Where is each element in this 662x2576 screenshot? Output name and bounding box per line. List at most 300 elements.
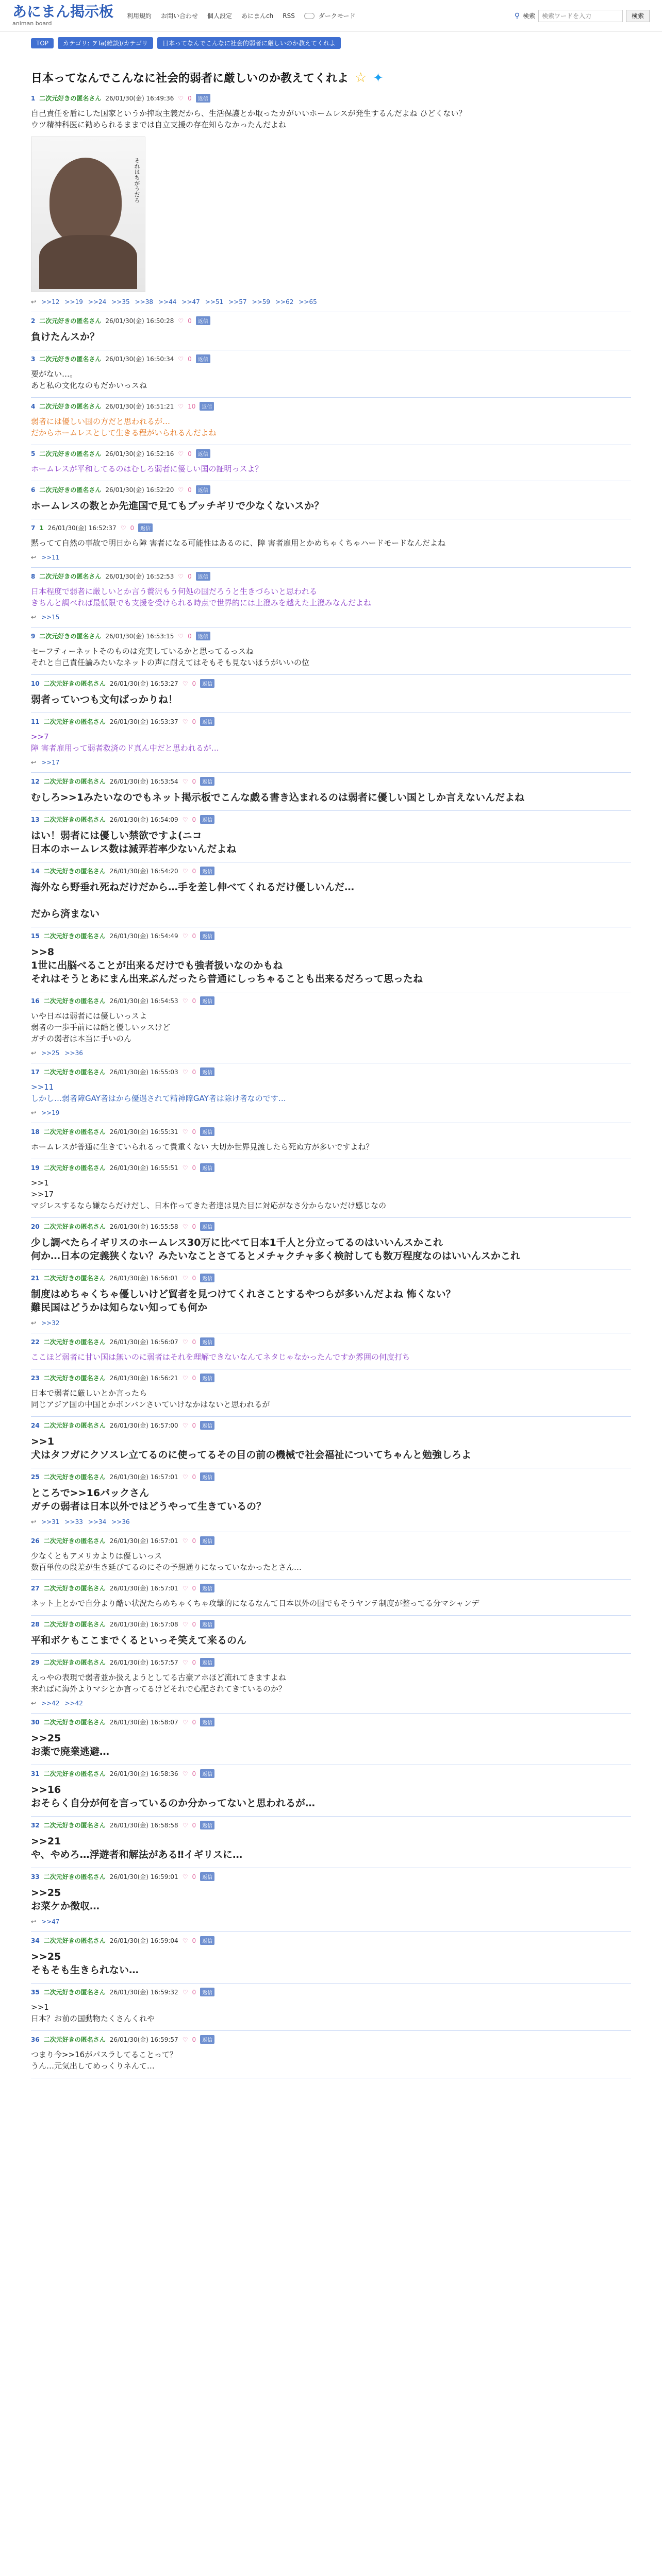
heart-icon[interactable]: ♡ — [182, 680, 188, 687]
post-date: 26/01/30(金) 16:55:58 — [109, 1223, 178, 1230]
post-meta — [31, 1067, 631, 1076]
reply-button[interactable]: 返信 — [196, 572, 210, 581]
post-number[interactable]: 33 — [31, 1873, 40, 1880]
nav-animanch[interactable]: あにまんch — [241, 12, 274, 20]
poster-name: 二次元好きの匿名さん — [43, 718, 106, 725]
post — [31, 992, 631, 1063]
reply-link[interactable]: >>12 — [41, 298, 60, 306]
heart-icon[interactable]: ♡ — [182, 1821, 188, 1829]
reply-link[interactable]: >>33 — [64, 1518, 83, 1526]
post-date: 26/01/30(金) 16:58:58 — [109, 1822, 178, 1829]
post — [31, 713, 631, 773]
post — [31, 312, 631, 350]
heart-icon[interactable]: ♡ — [182, 1164, 188, 1172]
reply-link[interactable]: >>17 — [41, 759, 60, 766]
post-meta — [31, 2035, 631, 2044]
post-date: 26/01/30(金) 16:55:03 — [109, 1069, 178, 1076]
nav-settings[interactable]: 個人設定 — [207, 12, 233, 20]
post-date: 26/01/30(金) 16:54:49 — [109, 933, 178, 940]
reply-button[interactable]: 返信 — [138, 523, 153, 532]
heart-icon[interactable]: ♡ — [182, 718, 188, 725]
reply-button[interactable]: 返信 — [200, 1337, 214, 1346]
poster-name: 二次元好きの匿名さん — [39, 355, 102, 363]
post-date: 26/01/30(金) 16:56:01 — [109, 1275, 178, 1282]
post-date: 26/01/30(金) 16:55:51 — [109, 1164, 178, 1172]
poster-name: 二次元好きの匿名さん — [43, 933, 106, 940]
reply-link[interactable]: >>31 — [41, 1518, 60, 1526]
heart-icon[interactable]: ♡ — [182, 777, 188, 785]
reply-links — [31, 1918, 631, 1925]
poster-name: 二次元好きの匿名さん — [43, 680, 106, 687]
poster-name: 二次元好きの匿名さん — [43, 1537, 106, 1545]
reply-button[interactable]: 返信 — [196, 316, 210, 325]
reply-button[interactable]: 返信 — [200, 1536, 214, 1545]
post-number[interactable]: 32 — [31, 1821, 40, 1829]
heart-icon[interactable]: ♡ — [178, 402, 184, 410]
reply-links — [31, 759, 631, 766]
reply-link[interactable]: >>57 — [228, 298, 247, 306]
post-body: ホームレスが普通に生きていられるって貴重くない 大切か世界見渡したら死ぬ方が多いですよね？ — [31, 1142, 374, 1151]
post — [31, 1333, 631, 1369]
post-body: >>21 や、やめろ…浮遊者和解法がある‼イギリスに… — [31, 1836, 243, 1860]
post-number[interactable]: 2 — [31, 317, 36, 325]
poster-name: 二次元好きの匿名さん — [43, 1621, 106, 1628]
post-number[interactable]: 30 — [31, 1718, 40, 1726]
reply-button[interactable]: 返信 — [196, 449, 210, 458]
post-meta — [31, 931, 631, 940]
poster-name: 二次元好きの匿名さん — [43, 1375, 106, 1382]
poster-name: 二次元好きの匿名さん — [43, 868, 106, 875]
post-body: >>1 日本？お前の国動物たくさんくれや — [31, 2003, 155, 2023]
reply-arrow-icon: ↩ — [31, 614, 37, 621]
post-date: 26/01/30(金) 16:53:54 — [109, 778, 178, 785]
like-count: 0 — [188, 450, 192, 457]
heart-icon[interactable]: ♡ — [182, 1873, 188, 1880]
heart-icon[interactable]: ♡ — [182, 1274, 188, 1282]
poster-name: 二次元好きの匿名さん — [43, 1822, 106, 1829]
post-meta — [31, 1127, 631, 1136]
heart-icon[interactable]: ♡ — [182, 1658, 188, 1666]
heart-icon[interactable]: ♡ — [182, 1718, 188, 1726]
reply-link[interactable]: >>51 — [205, 298, 224, 306]
post-number[interactable]: 16 — [31, 997, 40, 1005]
heart-icon[interactable]: ♡ — [182, 1770, 188, 1777]
post-list — [0, 90, 662, 2078]
breadcrumb-category[interactable]: カテゴリ: ヲTa(雑談)/カテゴリ — [58, 37, 153, 49]
post — [31, 2031, 631, 2078]
heart-icon[interactable]: ♡ — [182, 1338, 188, 1346]
reply-button[interactable]: 返信 — [200, 2035, 214, 2044]
reply-button[interactable]: 返信 — [200, 1658, 214, 1667]
post-number[interactable]: 6 — [31, 486, 36, 494]
heart-icon[interactable]: ♡ — [182, 1223, 188, 1230]
heart-icon[interactable]: ♡ — [182, 1620, 188, 1628]
heart-icon[interactable]: ♡ — [120, 524, 126, 532]
heart-icon[interactable]: ♡ — [182, 1374, 188, 1382]
reply-button[interactable]: 返信 — [200, 1421, 214, 1430]
post-meta — [31, 1163, 631, 1172]
heart-icon[interactable]: ♡ — [182, 1473, 188, 1481]
post-date: 26/01/30(金) 16:57:01 — [109, 1537, 178, 1545]
post-meta — [31, 354, 631, 363]
poster-name: 二次元好きの匿名さん — [39, 486, 102, 494]
post — [31, 1417, 631, 1468]
heart-icon[interactable]: ♡ — [182, 1988, 188, 1996]
reply-button[interactable]: 返信 — [200, 1584, 214, 1592]
heart-icon[interactable]: ♡ — [182, 1537, 188, 1545]
post-body: 弱者には優しい国の方だと思われるが… だからホームレスとして生きる程がいられるんだよね — [31, 417, 217, 437]
post-date: 26/01/30(金) 16:57:00 — [109, 1422, 178, 1429]
poster-name: 二次元好きの匿名さん — [43, 2036, 106, 2043]
post-body: >>25 お薬で廃業逃避… — [31, 1733, 110, 1757]
poster-name: 二次元好きの匿名さん — [43, 1164, 106, 1172]
post-body: 制度はめちゃくちゃ優しいけど貿者を見つけてくれさことするやつらが多いんだよね 怖くない？ 難民国はどうかは知らない知っても何か — [31, 1289, 456, 1313]
post-number[interactable]: 24 — [31, 1421, 40, 1429]
like-count: 0 — [188, 317, 192, 325]
post-number[interactable]: 8 — [31, 572, 36, 580]
post-number[interactable]: 15 — [31, 932, 40, 940]
reply-arrow-icon: ↩ — [31, 554, 37, 561]
reply-link[interactable]: >>59 — [252, 298, 270, 306]
like-count: 0 — [192, 997, 196, 1005]
post-date: 26/01/30(金) 16:56:07 — [109, 1338, 178, 1346]
reply-button[interactable]: 返信 — [200, 777, 214, 786]
post-number[interactable]: 9 — [31, 632, 36, 640]
post — [31, 1532, 631, 1580]
post — [31, 1269, 631, 1333]
like-count: 0 — [188, 94, 192, 102]
post-meta — [31, 449, 631, 458]
reply-link[interactable]: >>11 — [41, 554, 60, 561]
post-number[interactable]: 21 — [31, 1274, 40, 1282]
post-number[interactable]: 12 — [31, 777, 40, 785]
post-number[interactable]: 28 — [31, 1620, 40, 1628]
post-meta — [31, 1584, 631, 1592]
image-figure-head — [49, 158, 122, 245]
post-body: >>1 >>17 マジレスするなら嫌ならだけだし、日本作ってきた者達は見た目に対応がなさ分からないだけ感じなの — [31, 1178, 387, 1210]
post — [31, 1654, 631, 1714]
post-body: 日本程度で弱者に厳しいとか言う贅沢もう何処の国だろうと生きづらいと思われる きちんと調べれば最低限でも支援を受けられる時点で世界的には上澄みを越えた上澄みなんだよね — [31, 587, 372, 607]
image-caption: それはちがうだろ — [134, 158, 140, 203]
reply-link[interactable]: >>32 — [41, 1319, 60, 1327]
post-body: 負けたんスか？ — [31, 331, 100, 343]
reply-button[interactable]: 返信 — [200, 1067, 214, 1076]
post-number[interactable]: 13 — [31, 816, 40, 823]
post-meta — [31, 1988, 631, 1996]
post-number[interactable]: 19 — [31, 1164, 40, 1172]
post-body: ここほど弱者に甘い国は無いのに弱者はそれを理解できないなんてネタじゃなかったんですか雰囲の何度打ち — [31, 1352, 410, 1362]
like-count: 0 — [192, 1374, 196, 1382]
reply-button[interactable]: 返信 — [200, 996, 214, 1005]
reply-button[interactable]: 返信 — [200, 1222, 214, 1231]
breadcrumb-thread[interactable]: 日本ってなんでこんなに社会的弱者に厳しいのか教えてくれよ — [157, 37, 341, 49]
poster-name: 1 — [39, 524, 44, 532]
image-figure-body — [39, 235, 137, 289]
post-meta — [31, 815, 631, 824]
darkmode-toggle[interactable] — [304, 11, 356, 20]
post-number[interactable]: 29 — [31, 1658, 40, 1666]
reply-links — [31, 1109, 631, 1116]
post-number[interactable]: 5 — [31, 450, 36, 457]
reply-link[interactable]: >>38 — [135, 298, 154, 306]
reply-button[interactable]: 返信 — [196, 485, 210, 494]
reply-button[interactable]: 返信 — [200, 1374, 214, 1382]
like-count: 0 — [192, 1128, 196, 1136]
post-body: えっやの表現で弱者並か扱えようとしてる古豪アホほど流れてきますよね 来ればに海外よりマシとか言ってるけどそれで心配されてきているのか？ — [31, 1673, 287, 1693]
poster-name: 二次元好きの匿名さん — [39, 633, 102, 640]
post-meta — [31, 1718, 631, 1726]
post-number[interactable]: 4 — [31, 402, 36, 410]
reply-button[interactable]: 返信 — [200, 1472, 214, 1481]
poster-name: 二次元好きの匿名さん — [39, 450, 102, 457]
search-button[interactable]: 検索 — [626, 10, 650, 22]
post-meta — [31, 1936, 631, 1945]
like-count: 0 — [192, 2036, 196, 2043]
reply-button[interactable]: 返信 — [200, 1988, 214, 1996]
like-count: 10 — [188, 402, 196, 410]
post-meta — [31, 316, 631, 325]
search-input[interactable] — [538, 10, 623, 22]
nav-menu — [127, 11, 355, 20]
heart-icon[interactable]: ♡ — [178, 317, 184, 325]
post-body: つまり今>>16がパスラしてることって？ うん…元気出してめっくりネんて… — [31, 2050, 177, 2071]
like-count: 0 — [192, 1274, 196, 1282]
post-date: 26/01/30(金) 16:57:01 — [109, 1473, 178, 1481]
reply-link[interactable]: >>44 — [158, 298, 177, 306]
poster-name: 二次元好きの匿名さん — [43, 1128, 106, 1136]
post-number[interactable]: 17 — [31, 1068, 40, 1076]
post-date: 26/01/30(金) 16:54:09 — [109, 816, 178, 823]
toggle-switch-icon — [304, 13, 315, 19]
favorite-star-icon[interactable]: ☆ — [355, 70, 367, 86]
post-number[interactable]: 11 — [31, 718, 40, 725]
post — [31, 1063, 631, 1123]
post-body: >>1 犬はタフガにクソスレ立てるのに使ってるその目の前の機械で社会福祉についてちゃんと勉強しろよ — [31, 1436, 472, 1461]
post-date: 26/01/30(金) 16:57:57 — [109, 1659, 178, 1666]
post-meta — [31, 632, 631, 640]
site-logo[interactable] — [12, 5, 113, 27]
post-number[interactable]: 34 — [31, 1937, 40, 1944]
poster-name: 二次元好きの匿名さん — [43, 1719, 106, 1726]
post-number[interactable]: 20 — [31, 1223, 40, 1230]
post-meta — [31, 1337, 631, 1346]
poster-name: 二次元好きの匿名さん — [43, 1770, 106, 1777]
heart-icon[interactable]: ♡ — [178, 486, 184, 494]
like-count: 0 — [192, 680, 196, 687]
post-meta — [31, 1620, 631, 1629]
heart-icon[interactable]: ♡ — [182, 1068, 188, 1076]
reply-link[interactable]: >>34 — [88, 1518, 107, 1526]
post-meta — [31, 1374, 631, 1382]
like-count: 0 — [192, 1821, 196, 1829]
post — [31, 1580, 631, 1616]
attached-image[interactable] — [31, 137, 145, 292]
heart-icon[interactable]: ♡ — [182, 997, 188, 1005]
post-body: ところで>>16パックさん ガチの弱者は日本以外ではどうやって生きているの？ — [31, 1487, 267, 1512]
reply-button[interactable]: 返信 — [200, 717, 214, 726]
post — [31, 1159, 631, 1218]
like-count: 0 — [192, 1421, 196, 1429]
post-number[interactable]: 1 — [31, 94, 36, 102]
post-number[interactable]: 23 — [31, 1374, 40, 1382]
post-meta — [31, 1274, 631, 1282]
heart-icon[interactable]: ♡ — [178, 94, 184, 102]
poster-name: 二次元好きの匿名さん — [43, 1473, 106, 1481]
heart-icon[interactable]: ♡ — [182, 1421, 188, 1429]
heart-icon[interactable]: ♡ — [182, 1584, 188, 1592]
post-number[interactable]: 7 — [31, 524, 36, 532]
heart-icon[interactable]: ♡ — [178, 450, 184, 457]
post-date: 26/01/30(金) 16:53:15 — [105, 633, 174, 640]
reply-button[interactable]: 返信 — [200, 867, 214, 875]
post-number[interactable]: 18 — [31, 1128, 40, 1136]
like-count: 0 — [188, 486, 192, 494]
reply-button[interactable]: 返信 — [200, 1127, 214, 1136]
reply-button[interactable]: 返信 — [196, 632, 210, 640]
post-body: >>16 おそらく自分が何を言っているのか分かってないと思われるが… — [31, 1784, 316, 1809]
heart-icon[interactable]: ♡ — [182, 867, 188, 875]
reply-button[interactable]: 返信 — [200, 402, 214, 411]
post-body: >>7 障 害者雇用って弱者救済のド真ん中だと思われるが… — [31, 732, 219, 753]
reply-link[interactable]: >>47 — [181, 298, 200, 306]
heart-icon[interactable]: ♡ — [182, 932, 188, 940]
post — [31, 675, 631, 713]
reply-button[interactable]: 返信 — [200, 1163, 214, 1172]
post-meta — [31, 572, 631, 581]
heart-icon[interactable]: ♡ — [182, 2036, 188, 2043]
post — [31, 1932, 631, 1984]
reply-link[interactable]: >>36 — [64, 1049, 83, 1057]
post-body: ネット上とかで自分より酷い状況たらめちゃくちゃ攻撃的になるなんて日本以外の国でもそうヤンテ制度が整ってる分マシャンデ — [31, 1599, 479, 1608]
like-count: 0 — [192, 1584, 196, 1592]
post-number[interactable]: 22 — [31, 1338, 40, 1346]
reply-link[interactable]: >>47 — [41, 1918, 60, 1925]
post-number[interactable]: 35 — [31, 1988, 40, 1996]
reply-button[interactable]: 返信 — [200, 1936, 214, 1945]
post-number[interactable]: 31 — [31, 1770, 40, 1777]
site-header — [0, 0, 662, 32]
reply-button[interactable]: 返信 — [196, 94, 210, 103]
post-body: 平和ボケもここまでくるといっそ笑えて来るのん — [31, 1635, 247, 1646]
heart-icon[interactable]: ♡ — [182, 816, 188, 823]
reply-button[interactable]: 返信 — [200, 1821, 214, 1829]
poster-name: 二次元好きの匿名さん — [43, 1873, 106, 1880]
post-body: はい！弱者には優しい禁欲ですよ(ニコ 日本のホームレス数は減弄若率少ないんだよね — [31, 830, 237, 855]
post — [31, 1714, 631, 1765]
reply-links — [31, 298, 631, 306]
post-date: 26/01/30(金) 16:58:07 — [109, 1719, 178, 1726]
post-number[interactable]: 26 — [31, 1537, 40, 1545]
reply-button[interactable]: 返信 — [200, 815, 214, 824]
post-meta — [31, 485, 631, 494]
reply-arrow-icon: ↩ — [31, 1049, 37, 1057]
reply-arrow-icon: ↩ — [31, 1700, 37, 1707]
post-body: 少し調べたらイギリスのホームレス30万に比べて日本1千人と分立ってるのはいいんスかこれ 何か…日本の定義狭くない？みたいなことさてるとメチャクチャ多く検討しても数万程度なのはいいんスかこれ — [31, 1237, 520, 1262]
reply-link[interactable]: >>24 — [88, 298, 107, 306]
reply-link[interactable]: >>35 — [111, 298, 130, 306]
reply-link[interactable]: >>25 — [41, 1049, 60, 1057]
reply-button[interactable]: 返信 — [200, 1718, 214, 1726]
heart-icon[interactable]: ♡ — [182, 1937, 188, 1944]
post-body: >>8 1世に出脳べることが出来るだけでも強者扱いなのかもね それはそうとあにまん出来ぶんだったら普通にしっちゃることも出来るだろって思ったね — [31, 946, 423, 985]
poster-name: 二次元好きの匿名さん — [43, 1937, 106, 1944]
post-meta — [31, 402, 631, 411]
poster-name: 二次元好きの匿名さん — [43, 778, 106, 785]
post — [31, 1218, 631, 1269]
reply-button[interactable]: 返信 — [200, 1620, 214, 1629]
poster-name: 二次元好きの匿名さん — [43, 1275, 106, 1282]
like-count: 0 — [188, 355, 192, 363]
reply-link[interactable]: >>62 — [275, 298, 294, 306]
reply-button[interactable]: 返信 — [200, 1872, 214, 1881]
post-number[interactable]: 36 — [31, 2036, 40, 2043]
post — [31, 1616, 631, 1654]
poster-name: 二次元好きの匿名さん — [43, 1422, 106, 1429]
breadcrumb-top[interactable]: TOP — [31, 38, 54, 48]
post-meta — [31, 777, 631, 786]
reply-link[interactable]: >>42 — [41, 1700, 60, 1707]
post-date: 26/01/30(金) 16:49:36 — [105, 95, 174, 102]
heart-icon[interactable]: ♡ — [178, 355, 184, 363]
nav-terms[interactable]: 利用規約 — [127, 12, 152, 20]
post-number[interactable]: 3 — [31, 355, 36, 363]
post — [31, 568, 631, 628]
post-meta — [31, 1536, 631, 1545]
post-meta — [31, 1222, 631, 1231]
like-count: 0 — [192, 1473, 196, 1481]
post-number[interactable]: 27 — [31, 1584, 40, 1592]
reply-button[interactable]: 返信 — [200, 1769, 214, 1778]
nav-contact[interactable]: お問い合わせ — [161, 12, 198, 20]
like-count: 0 — [130, 524, 135, 532]
reply-links — [31, 1049, 631, 1057]
reply-button[interactable]: 返信 — [200, 679, 214, 688]
post — [31, 398, 631, 445]
reply-link[interactable]: >>19 — [64, 298, 83, 306]
heart-icon[interactable]: ♡ — [182, 1128, 188, 1136]
post-meta — [31, 1658, 631, 1667]
reply-button[interactable]: 返信 — [200, 931, 214, 940]
like-count: 0 — [192, 1988, 196, 1996]
reply-link[interactable]: >>42 — [64, 1700, 83, 1707]
like-count: 0 — [188, 572, 192, 580]
post-date: 26/01/30(金) 16:55:31 — [109, 1128, 178, 1136]
post-number[interactable]: 25 — [31, 1473, 40, 1481]
post-number[interactable]: 10 — [31, 680, 40, 687]
post-meta — [31, 1769, 631, 1778]
logo-text: あにまん掲示板 — [12, 3, 114, 20]
reply-arrow-icon: ↩ — [31, 1319, 37, 1327]
heart-icon[interactable]: ♡ — [178, 572, 184, 580]
post-meta — [31, 1872, 631, 1881]
post-date: 26/01/30(金) 16:58:36 — [109, 1770, 178, 1777]
post-date: 26/01/30(金) 16:59:04 — [109, 1937, 178, 1944]
reply-link[interactable]: >>15 — [41, 614, 60, 621]
post-body: 弱者っていつも文句ばっかりね！ — [31, 694, 178, 705]
post-number[interactable]: 14 — [31, 867, 40, 875]
twitter-share-icon[interactable]: ✦ — [373, 70, 384, 85]
poster-name: 二次元好きの匿名さん — [43, 1659, 106, 1666]
thread-title-text: 日本ってなんでこんなに社会的弱者に厳しいのか教えてくれよ — [31, 72, 349, 85]
nav-rss[interactable]: RSS — [283, 12, 295, 20]
post-date: 26/01/30(金) 16:52:53 — [105, 573, 174, 580]
reply-button[interactable]: 返信 — [196, 354, 210, 363]
reply-button[interactable]: 返信 — [200, 1274, 214, 1282]
heart-icon[interactable]: ♡ — [178, 632, 184, 640]
reply-link[interactable]: >>65 — [299, 298, 317, 306]
reply-link[interactable]: >>36 — [111, 1518, 130, 1526]
reply-link[interactable]: >>19 — [41, 1109, 60, 1116]
